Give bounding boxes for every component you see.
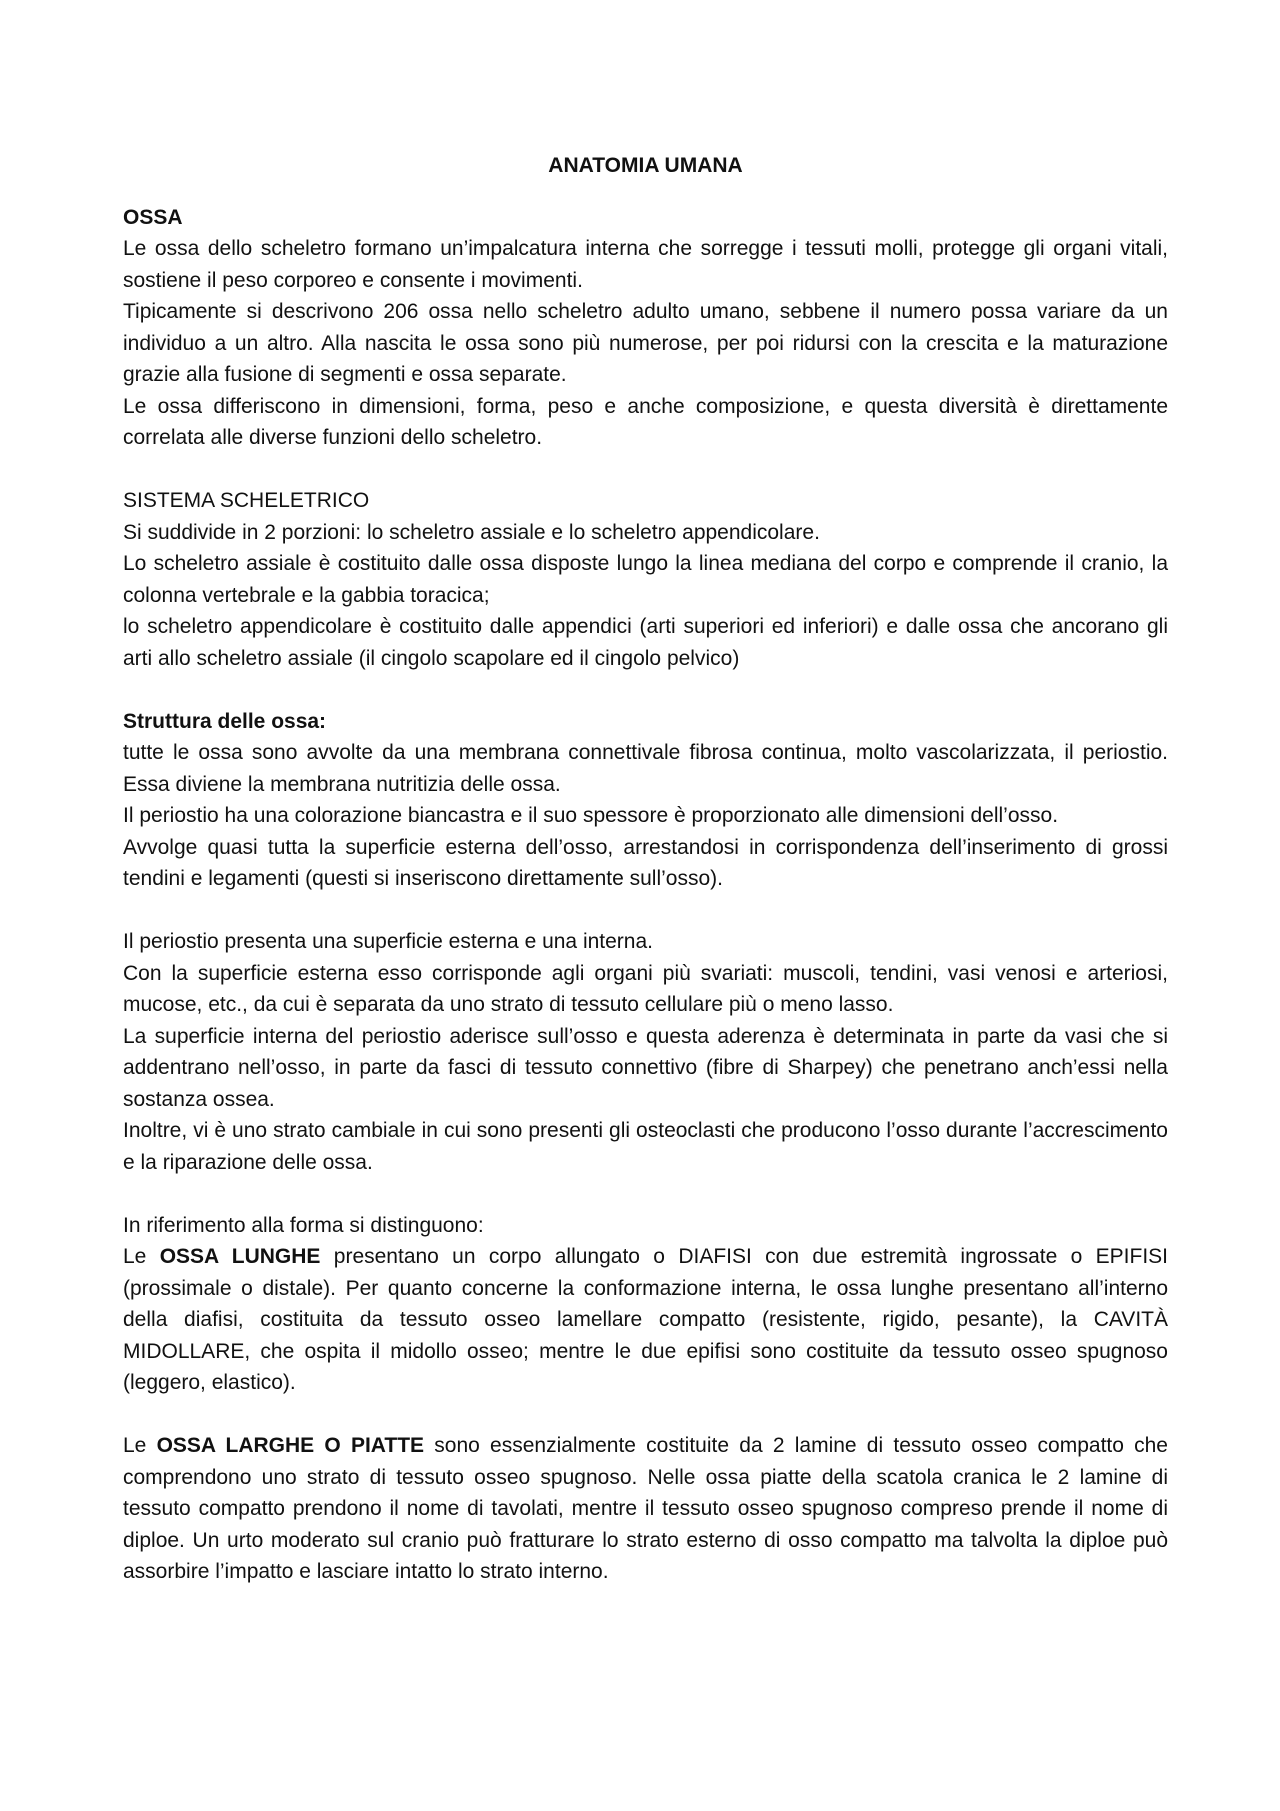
paragraph: Si suddivide in 2 porzioni: lo scheletro assiale e lo scheletro appendicolare. [123, 520, 820, 544]
spacer [123, 1178, 1168, 1210]
paragraph: tutte le ossa sono avvolte da una membrana connettivale fibrosa continua, molto vascolarizzata, il periostio. Essa diviene la membrana nutritizia delle ossa. [123, 741, 1168, 796]
paragraph: Avvolge quasi tutta la superficie esterna dell’osso, arrestandosi in corrispondenza dell’inserimento di grossi tendini e legamenti (questi si inseriscono direttamente sull’osso). [123, 835, 1168, 890]
paragraph: Lo scheletro assiale è costituito dalle ossa disposte lungo la linea mediana del corpo e comprende il cranio, la colonna vertebrale e la gabbia toracica; [123, 552, 1168, 607]
spacer [123, 674, 1168, 706]
paragraph: Con la superficie esterna esso corrisponde agli organi più svariati: muscoli, tendini, vasi venosi e arteriosi, mucose, etc., da cui è separata da uno strato di tessuto cellulare più o meno lasso. [123, 961, 1168, 1016]
document-page [123, 150, 1168, 1588]
paragraph: Il periostio presenta una superficie esterna e una interna. [123, 930, 653, 953]
spacer [123, 895, 1168, 927]
text-run: presentano un corpo allungato o DIAFISI con due estremità ingrossate o EPIFISI (prossimale o distale). Per quanto concerne la conformazione interna, le ossa lunghe presentano all’interno della diafisi, costituita da tessuto osseo lamellare compatto (resistente, rigido, pesante), la CAVITÀ MIDOLLARE, che ospita il midollo osseo; mentre le due epifisi sono costituite da tessuto osseo spugnoso (leggero, elastico). [123, 1245, 1169, 1394]
spacer [123, 1399, 1168, 1431]
section-heading-struttura: Struttura delle ossa: [123, 709, 327, 733]
paragraph-ossa-lunghe [123, 1241, 1168, 1399]
section-heading-sistema-scheletrico: SISTEMA SCHELETRICO [123, 489, 370, 512]
paragraph: Tipicamente si descrivono 206 ossa nello scheletro adulto umano, sebbene il numero possa variare da un individuo a un altro. Alla nascita le ossa sono più numerose, per poi ridursi con la crescita e la maturazione grazie alla fusione di segmenti e ossa separate. [123, 300, 1168, 386]
paragraph: La superficie interna del periostio aderisce sull’osso e questa aderenza è determinata in parte da vasi che si addentrano nell’osso, in parte da fasci di tessuto connettivo (fibre di Sharpey) che penetrano anch’essi nella sostanza ossea. [123, 1024, 1168, 1111]
text-run: Le [123, 1434, 157, 1457]
paragraph: Le ossa differiscono in dimensioni, forma, peso e anche composizione, e questa diversità è direttamente correlata alle diverse funzioni dello scheletro. [123, 394, 1168, 449]
paragraph: In riferimento alla forma si distinguono: [123, 1213, 484, 1237]
paragraph: lo scheletro appendicolare è costituito dalle appendici (arti superiori ed inferiori) e dalle ossa che ancorano gli arti allo scheletro assiale (il cingolo scapolare ed il cingolo pelvico) [123, 615, 1168, 670]
term-ossa-lunghe: OSSA LUNGHE [159, 1245, 321, 1268]
paragraph: Inoltre, vi è uno strato cambiale in cui sono presenti gli osteoclasti che producono l’osso durante l’accrescimento e la riparazione delle ossa. [123, 1119, 1168, 1174]
paragraph-ossa-piatte [123, 1430, 1168, 1588]
section-heading-ossa: OSSA [123, 205, 183, 229]
term-ossa-piatte: OSSA LARGHE O PIATTE [156, 1434, 425, 1457]
spacer [123, 454, 1168, 486]
paragraph: Il periostio ha una colorazione biancastra e il suo spessore è proporzionato alle dimensioni dell’osso. [123, 804, 1059, 827]
document-title: ANATOMIA UMANA [548, 154, 743, 177]
text-run: Le [123, 1245, 160, 1268]
text-run: sono essenzialmente costituite da 2 lamine di tessuto osseo compatto che comprendono uno strato di tessuto osseo spugnoso. Nelle ossa piatte della scatola cranica le 2 lamine di tessuto compatto prendono il nome di tavolati, mentre il tessuto osseo spugnoso compreso prende il nome di diploe. Un urto moderato sul cranio può fratturare lo strato esterno di osso compatto ma talvolta la diploe può assorbire l’impatto e lasciare intatto lo strato interno. [123, 1434, 1168, 1583]
paragraph: Le ossa dello scheletro formano un’impalcatura interna che sorregge i tessuti molli, protegge gli organi vitali, sostiene il peso corporeo e consente i movimenti. [123, 237, 1168, 292]
